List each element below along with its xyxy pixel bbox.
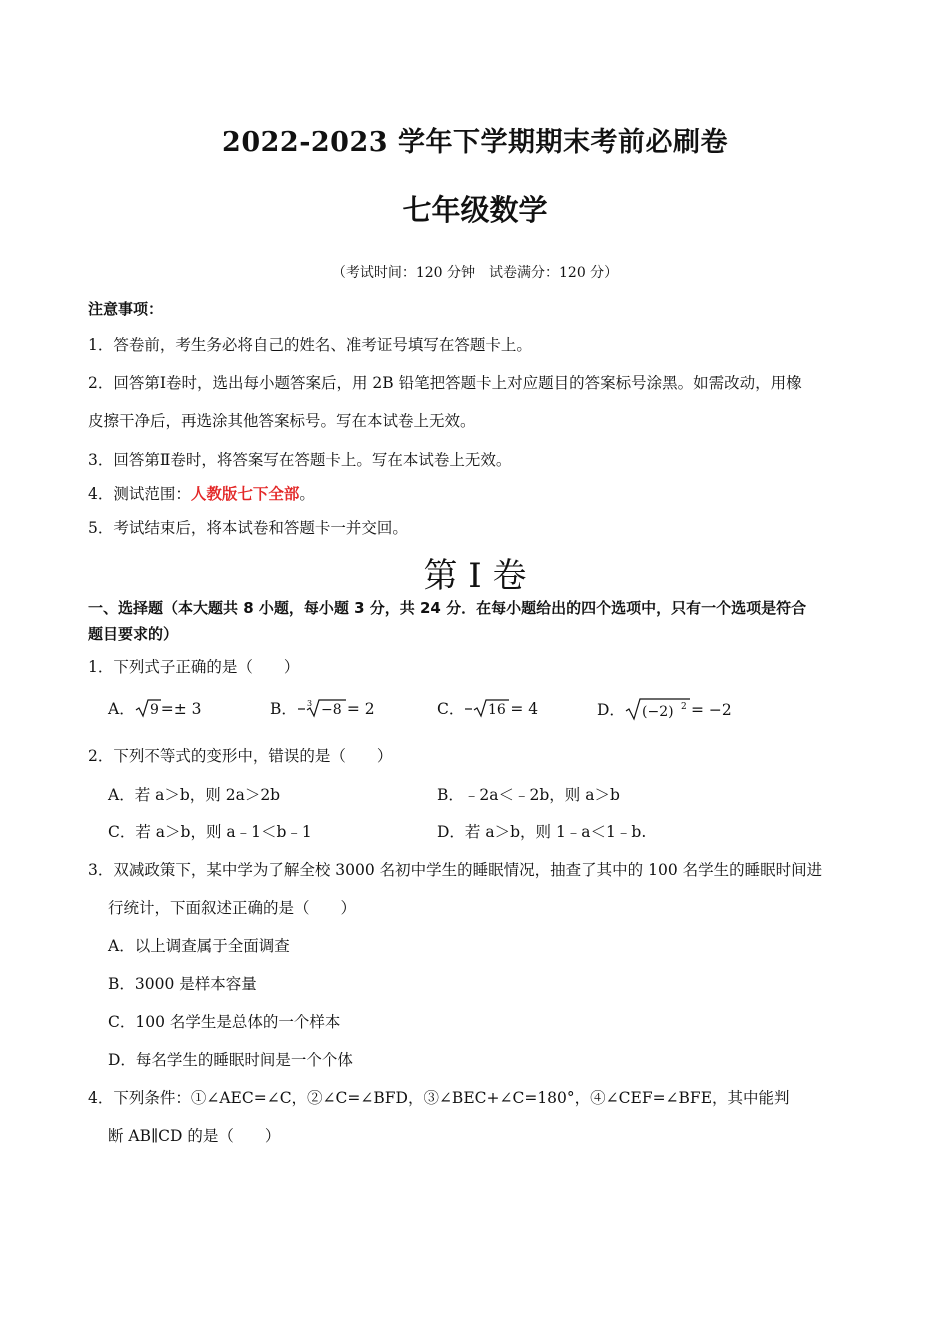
notice-item-4-suffix: 。	[299, 485, 315, 503]
svg-text:3: 3	[306, 699, 312, 708]
q4-stem-line1: 4．下列条件：①∠AEC=∠C，②∠C=∠BFD，③∠BEC+∠C=180°，④∠CEF=∠BFE，其中能判	[88, 1089, 790, 1107]
notice-item-5: 5．考试结束后，将本试卷和答题卡一并交回。	[88, 519, 408, 537]
cube-root-neg8-formula	[297, 700, 347, 718]
sqrt-9-formula	[135, 700, 161, 718]
notice-item-3: 3．回答第Ⅱ卷时，将答案写在答题卡上。写在本试卷上无效。	[88, 451, 512, 469]
section-heading-line2: 题目要求的）	[88, 625, 179, 643]
q1-option-c	[437, 697, 538, 719]
q1-d-expr: = −2	[690, 701, 732, 719]
exam-info: （考试时间：120 分钟 试卷满分：120 分）	[331, 265, 619, 281]
q3-option-a: A．以上调查属于全面调查	[108, 937, 290, 955]
q1-option-b	[270, 697, 375, 719]
notice-item-1: 1．答卷前，考生务必将自己的姓名、准考证号填写在答题卡上。	[88, 336, 532, 354]
q2-option-d: D．若 a＞b，则 1﹣a＜1﹣b.	[437, 823, 647, 841]
exam-title: 2022-2023 学年下学期期末考前必刷卷	[222, 127, 728, 158]
q1-c-label: C．	[437, 700, 465, 718]
q3-stem-line2: 行统计，下面叙述正确的是（ ）	[108, 899, 357, 917]
sqrt-neg2-squared-formula	[625, 701, 691, 719]
q1-option-d	[597, 697, 732, 721]
svg-text:2: 2	[680, 702, 687, 712]
q1-a-expr: =± 3	[160, 700, 202, 718]
q1-c-expr: = 4	[510, 700, 539, 718]
q3-option-c: C．100 名学生是总体的一个样本	[108, 1013, 341, 1031]
q1-stem: 1．下列式子正确的是（ ）	[88, 658, 300, 676]
q3-stem-line1: 3．双减政策下，某中学为了解全校 3000 名初中学生的睡眠情况，抽查了其中的 100 名学生的睡眠时间进	[88, 861, 823, 879]
q1-option-a	[108, 697, 201, 719]
notice-heading: 注意事项：	[88, 300, 164, 318]
test-scope: 人教版七下全部	[190, 485, 300, 503]
exam-subject: 七年级数学	[402, 193, 548, 227]
q1-b-expr: = 2	[346, 700, 375, 718]
volume-title: 第 I 卷	[423, 556, 527, 596]
svg-text:9: 9	[149, 702, 159, 718]
section-heading-line1: 一、选择题（本大题共 8 小题，每小题 3 分，共 24 分．在每小题给出的四个选项中，只有一个选项是符合	[88, 599, 807, 617]
notice-item-4	[88, 482, 315, 504]
svg-text:−8: −8	[320, 702, 342, 718]
q2-option-a: A．若 a＞b，则 2a＞2b	[108, 786, 281, 804]
notice-item-2-line2: 皮擦干净后，再选涂其他答案标号。写在本试卷上无效。	[88, 412, 476, 430]
q3-option-d: D．每名学生的睡眠时间是一个个体	[108, 1051, 353, 1069]
q4-stem-line2: 断 AB∥CD 的是（ ）	[108, 1127, 281, 1145]
notice-item-2-line1: 2．回答第Ⅰ卷时，选出每小题答案后，用 2B 铅笔把答题卡上对应题目的答案标号涂黑。如需改动，用橡	[88, 374, 802, 392]
notice-item-4-prefix: 4．测试范围：	[88, 485, 191, 503]
q2-stem: 2．下列不等式的变形中，错误的是（ ）	[88, 747, 393, 765]
q1-a-label: A．	[108, 700, 135, 718]
q1-b-label: B．	[270, 700, 297, 718]
q2-option-c: C．若 a＞b，则 a﹣1＜b﹣1	[108, 823, 312, 841]
svg-text:(−2): (−2)	[641, 704, 674, 720]
q3-option-b: B．3000 是样本容量	[108, 975, 257, 993]
svg-text:16: 16	[488, 702, 507, 718]
q1-d-label: D．	[597, 701, 625, 719]
q2-option-b: B．﹣2a＜﹣2b，则 a＞b	[437, 786, 620, 804]
neg-sqrt-16-formula	[464, 700, 510, 718]
